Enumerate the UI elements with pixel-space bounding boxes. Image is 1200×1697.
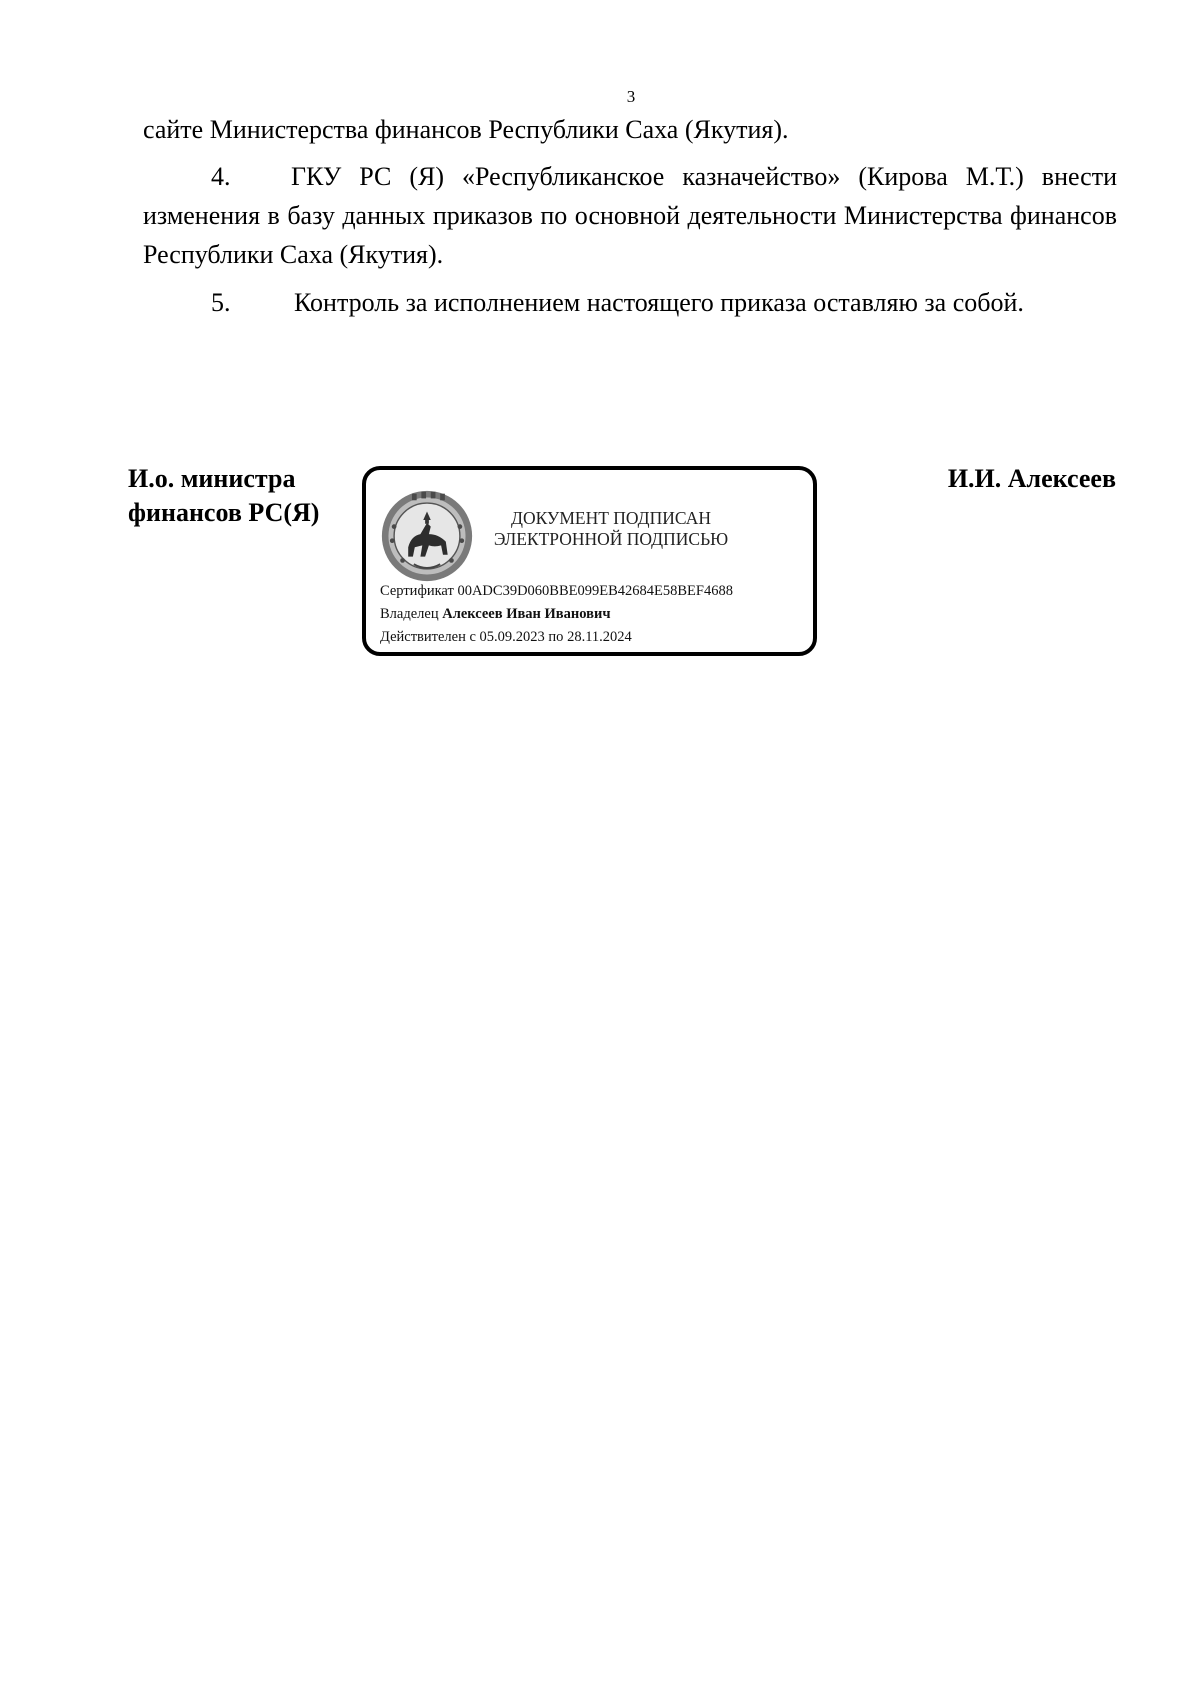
valid-from: 05.09.2023 [479,629,545,645]
stamp-validity [380,628,632,646]
position-line-2: финансов РС(Я) [128,498,320,527]
signatory-position [128,462,319,530]
certificate-value: 00ADC39D060BBE099EB42684E58BEF4688 [457,583,733,599]
stamp-title [466,508,756,550]
stamp-owner [380,605,611,623]
item-text: Контроль за исполнением настоящего приказа оставляю за собой. [294,288,1024,317]
paragraph-item-5 [143,283,1117,322]
signatory-name: И.И. Алексеев [947,464,1116,493]
item-number: 4. [211,162,231,191]
electronic-signature-stamp [362,466,817,656]
item-text: ГКУ РС (Я) «Республиканское казначейство» (Кирова М.Т.) внести изменения в базу данных приказов по основной деятельности Министерства финансов Республики Саха (Якутия). [143,162,1117,269]
stamp-certificate [380,582,733,600]
stamp-title-line-1: ДОКУМЕНТ ПОДПИСАН [511,508,711,528]
paragraph-continuation: сайте Министерства финансов Республики Саха (Якутия). [143,115,789,144]
valid-to: 28.11.2024 [567,629,632,645]
certificate-label: Сертификат [380,583,454,599]
valid-label: Действителен с [380,629,476,645]
stamp-title-line-2: ЭЛЕКТРОННОЙ ПОДПИСЬЮ [493,529,729,549]
paragraph-item-4 [143,157,1117,274]
page-number: 3 [626,87,636,106]
position-line-1: И.о. министра [128,464,296,493]
valid-to-label: по [548,629,564,645]
owner-value: Алексеев Иван Иванович [442,606,611,622]
owner-label: Владелец [380,606,439,622]
item-number: 5. [211,288,231,317]
coat-of-arms-emblem-icon [380,489,474,583]
